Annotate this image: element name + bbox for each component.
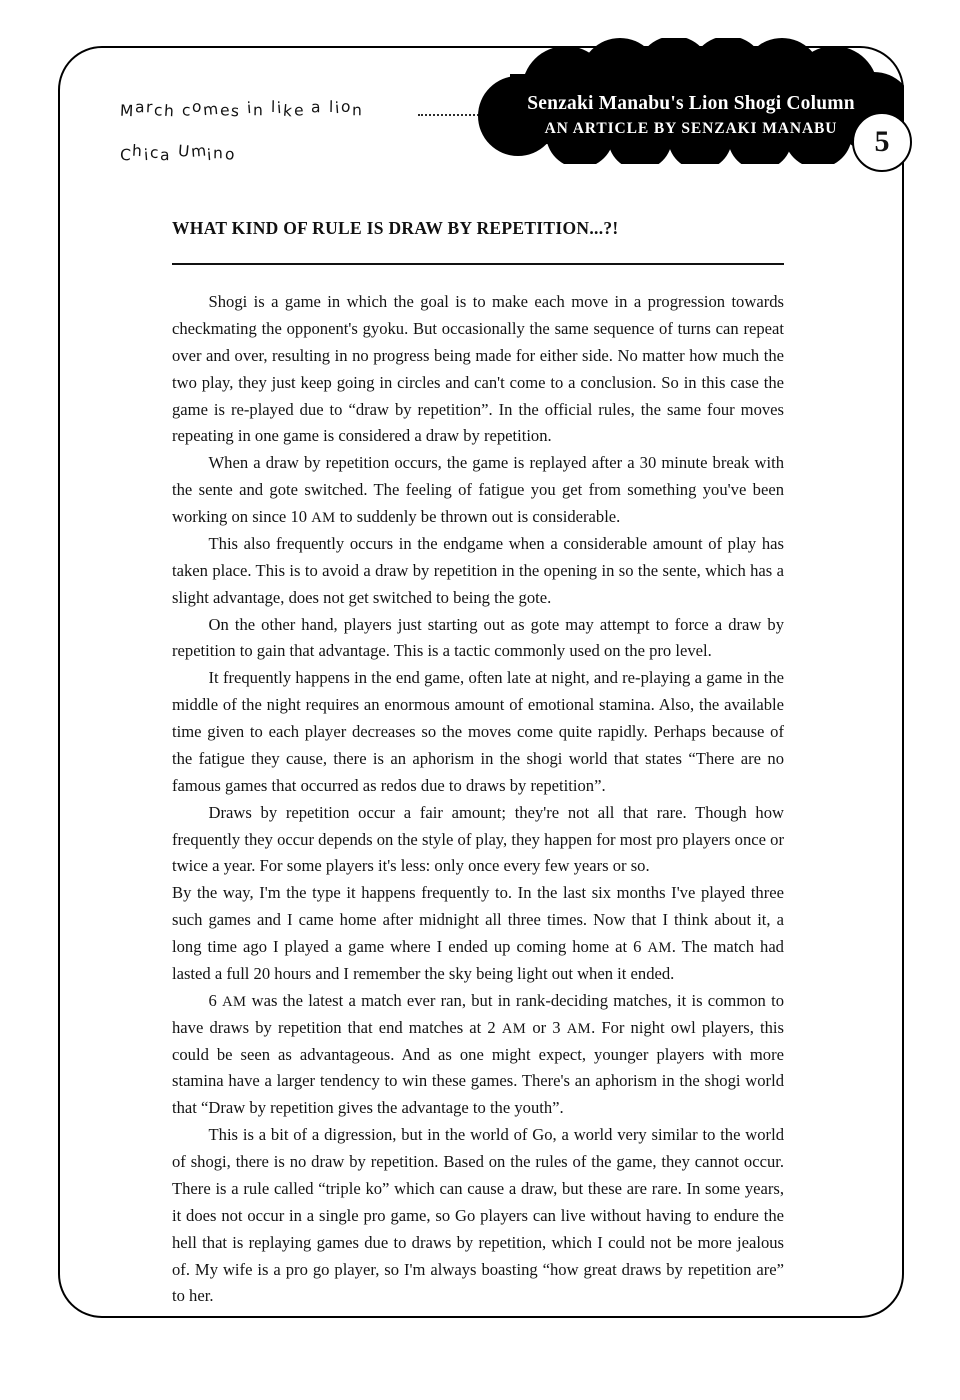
- small-caps-am: AM: [222, 993, 247, 1010]
- banner-text-group: [506, 92, 876, 139]
- column-banner: [470, 38, 904, 164]
- article-body: [172, 218, 784, 1310]
- paragraph: This also frequently occurs in the endgame when a considerable amount of play has taken place. This is to avoid a draw by repetition in the opening in so the sente, which has a slight advantage, does not get switched to being the gote.: [172, 533, 784, 607]
- paragraph: It frequently happens in the end game, often late at night, and re-playing a game in the middle of the night requires an enormous amount of emotional stamina. Also, the available time given to each player decreases so the moves come quite rapidly. Perhaps because of the fatigue they cause, there is an aphorism in the shogi world that states “There are no famous games that occurred as redos due to draws by repetition”.: [172, 668, 784, 795]
- paragraph: 6 AM was the latest a match ever ran, but in rank-deciding matches, it is common to have draws by repetition that end matches at 2 AM or 3 AM. For night owl players, this could be seen as advantageous. And as one might expect, younger players with more stamina have a larger tendency to win these games. There's an aphorism in the shogi world that “Draw by repetition gives the advantage to the youth”.: [172, 990, 784, 1118]
- small-caps-am: AM: [566, 1020, 592, 1037]
- column-subtitle: AN ARTICLE BY SENZAKI MANABU: [544, 119, 838, 137]
- article-heading: WHAT KIND OF RULE IS DRAW BY REPETITION...?!: [172, 218, 619, 238]
- column-title: Senzaki Manabu's Lion Shogi Column: [527, 93, 855, 114]
- small-caps-am: AM: [501, 1020, 527, 1037]
- small-caps-am: AM: [311, 510, 336, 526]
- series-title: March comes in like a lion: [119, 97, 364, 121]
- paragraph: By the way, I'm the type it happens frequently to. In the last six months I've played three such games and I came home after midnight all three times. Now that I think about it, a long time ago I played a game where I ended up coming home at 6 AM. The match had lasted a full 20 hours and I remember the sky being light out when it ended.: [172, 883, 784, 983]
- paragraph: Shogi is a game in which the goal is to make each move in a progression towards checkmating the opponent's gyoku. But occasionally the same sequence of turns can repeat over and over, resulting in no progress being made for either side. No matter how much the two play, they just keep going in circles and can't come to a conclusion. So in this case the game is re-played due to “draw by repetition”. In the official rules, the same four moves repeating in one game is considered a draw by repetition.: [172, 292, 784, 446]
- paragraph: On the other hand, players just starting out as gote may attempt to force a draw by repetition to gain that advantage. This is a tactic commonly used on the pro level.: [172, 614, 784, 661]
- running-head: [119, 97, 480, 165]
- small-caps-am: AM: [647, 940, 672, 956]
- paragraph: When a draw by repetition occurs, the game is replayed after a 30 minute break with the sente and gote switched. The feeling of fatigue you get from something you've been working on since 10 AM to suddenly be thrown out is considerable.: [172, 453, 784, 526]
- series-author: Chica Umino: [119, 141, 237, 165]
- page-number-badge: 5: [852, 112, 912, 172]
- paragraph: This is a bit of a digression, but in the world of Go, a world very similar to the world of shogi, there is no draw by repetition. Based on the rules of the game, they cannot occur. There is a rule called “triple ko” which can cause a draw, but these are rare. In some years, it does not occur in a single pro game, so Go players can live without having to endure the hell that is replaying games due to draws by repetition, which I could not be more jealous of. My wife is a pro go player, so I'm always boasting “how great draws by repetition are” to her.: [172, 1125, 784, 1306]
- paragraph: Draws by repetition occur a fair amount; they're not all that rare. Though how frequently they occur depends on the style of play, they happen for most pro players once or twice a year. For some players it's less: only once every few years or so.: [172, 802, 784, 876]
- article-paragraphs: [172, 289, 784, 1310]
- heading-divider: [172, 263, 784, 265]
